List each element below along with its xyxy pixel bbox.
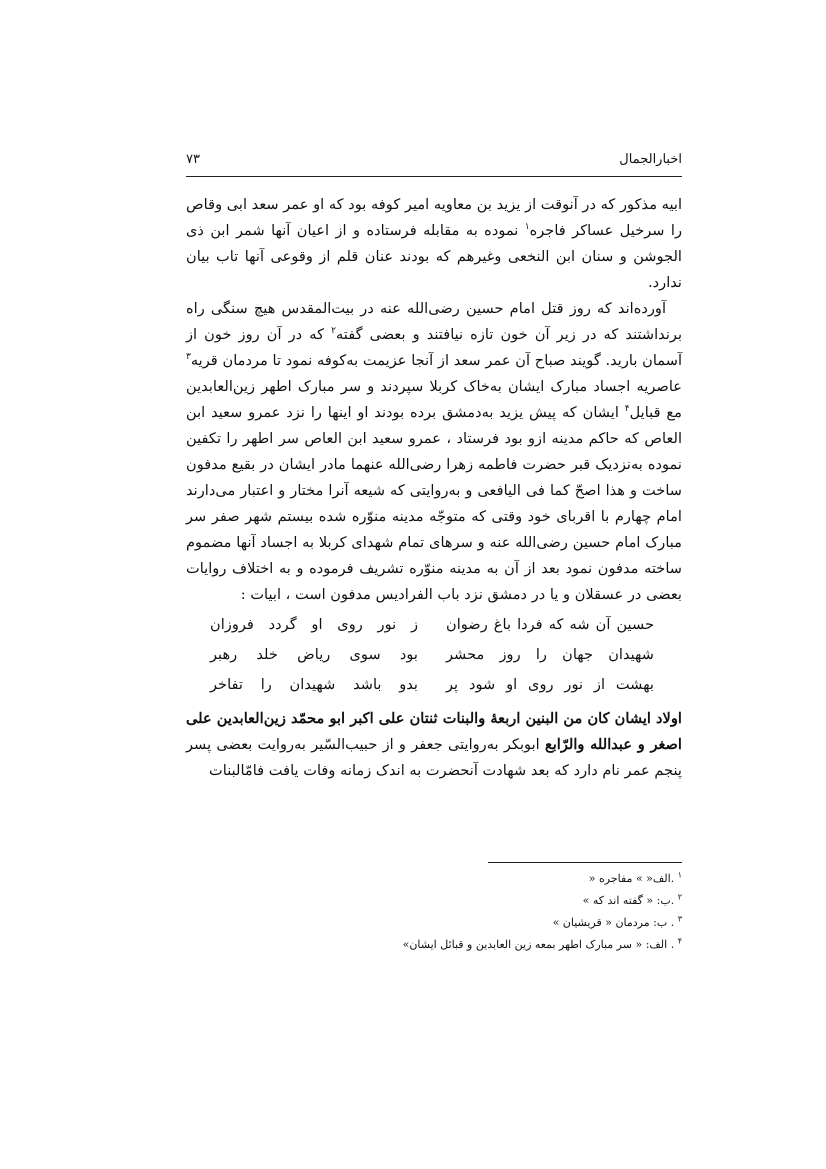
text-run: که در آن روز خون از آسمان بارید. گویند صباح آن عمر سعد از آنجا عزیمت به‌کوفه نمود تا مردمان قریه xyxy=(186,326,682,369)
footnote-number: ۱ xyxy=(677,870,682,880)
verse-3 xyxy=(186,670,682,700)
footnotes xyxy=(186,868,682,956)
hemistich: ز نور روی او گردد فروزان xyxy=(210,616,418,633)
footnote-marker: ۳ xyxy=(186,352,191,363)
running-header xyxy=(186,148,682,172)
footnote-marker: ۱ xyxy=(524,222,530,233)
text-run: آورده‌اند که روز قتل امام حسین رضی‌الله عنه در بیت‌المقدس هیچ سنگی راه برنداشتند که در زیر آن خون تازه نیافتند و بعضی گفته xyxy=(186,300,683,343)
verse-1 xyxy=(186,610,682,640)
footnote-3 xyxy=(186,912,682,934)
hemistich: بهشت از نور روی او شود پر xyxy=(446,676,654,693)
paragraph-3 xyxy=(186,706,682,784)
hemistich: بود سوی ریاض خلد رهبر xyxy=(210,646,418,663)
text-run: ایشان که پیش یزید به‌دمشق برده بودند او اینها را نزد عمرو سعید ابن العاص که حاکم مدینه ازو بود فرستاد ، عمرو سعید ابن العاص سر اطهر را تکفین نموده به‌نزدیک قبر حضرت فاطمه زهرا رضی‌الله عنهما مادر ایشان در بقیع مدفون ساخت و هذا اصحّ کما فی الیافعی و به‌روایتی که شیعه آنرا مختار و اعتبار می‌دارند امام چهارم با اقربای خود وقتی که متوجّه مدینه منوّره شده بیستم شهر صفر سر مبارک امام حسین رضی‌الله عنه و سرهای تمام شهدای کربلا به اجساد آنها مضموم ساخته مدفون نمود بعد از آن به مدینه منوّره تشریف فرموده و به اختلاف روایات بعضی در عسقلان و یا در دمشق نزد باب الفرادیس مدفون است ، ابیات : xyxy=(186,404,682,603)
text-run: نموده به مقابله فرستاده و از اعیان آنها شمر ابن ذی الجوشن و سنان ابن النخعی وغیرهم که بودند عنان قلم از وقوعی آنها تاب بیان ندارد. xyxy=(186,222,682,291)
hemistich: حسین آن شه که فردا باغ رضوان xyxy=(446,616,654,633)
hemistich: شهیدان جهان را روز محشر xyxy=(446,646,654,663)
text-run: عاصریه اجساد مبارک ایشان به‌خاک کربلا سپردند و سر مبارک اطهر زین‌العابدین مع قبایل xyxy=(186,378,682,421)
footnote-marker: ۴ xyxy=(624,404,630,415)
verse-2 xyxy=(186,640,682,670)
main-text xyxy=(186,192,682,784)
footnote-text: . الف: « سر مبارک اطهر بمعه زین العابدین و قبائل ایشان» xyxy=(402,938,675,951)
paragraph-2 xyxy=(186,296,682,608)
footnote-marker: ۲ xyxy=(331,326,336,337)
footnote-number: ۴ xyxy=(677,936,682,946)
footnote-text: .الف« » مفاجره « xyxy=(588,872,675,885)
footnote-number: ۲ xyxy=(677,892,682,902)
poem xyxy=(186,610,682,700)
paragraph-1 xyxy=(186,192,682,296)
book-title: اخبارالجمال xyxy=(619,152,682,167)
bold-run: اولاد ایشان کان من البنین اربعهٔ والبنات ثنتان علی اکبر ابو محمّد زین‌العابدین علی اصغر و عبدالله والرّابع xyxy=(186,710,682,753)
footnote-text: . ب: مردمان « قریشیان » xyxy=(552,916,675,929)
footnote-1 xyxy=(186,868,682,890)
text-run: ابیه مذکور که در آنوقت از یزید بن معاویه امیر کوفه بود که او عمر سعد ابی وقاص را سرخیل عساکر فاجره xyxy=(186,196,682,239)
footnote-rule xyxy=(488,862,682,863)
footnote-text: .ب: « گفته اند که » xyxy=(582,894,675,907)
footnote-4 xyxy=(186,934,682,956)
hemistich: بدو باشد شهیدان را تفاخر xyxy=(210,676,418,693)
page-number: ۷۳ xyxy=(186,152,200,167)
plain-run: ابوبکر به‌روایتی جعفر و از حبیب‌السّیر به‌روایت بعضی پسر پنجم عمر نام دارد که بعد شهادت آنحضرت به اندک زمانه وفات یافت فامّالبنات xyxy=(186,736,682,779)
footnote-number: ۳ xyxy=(677,914,682,924)
header-rule xyxy=(186,176,682,177)
footnote-2 xyxy=(186,890,682,912)
